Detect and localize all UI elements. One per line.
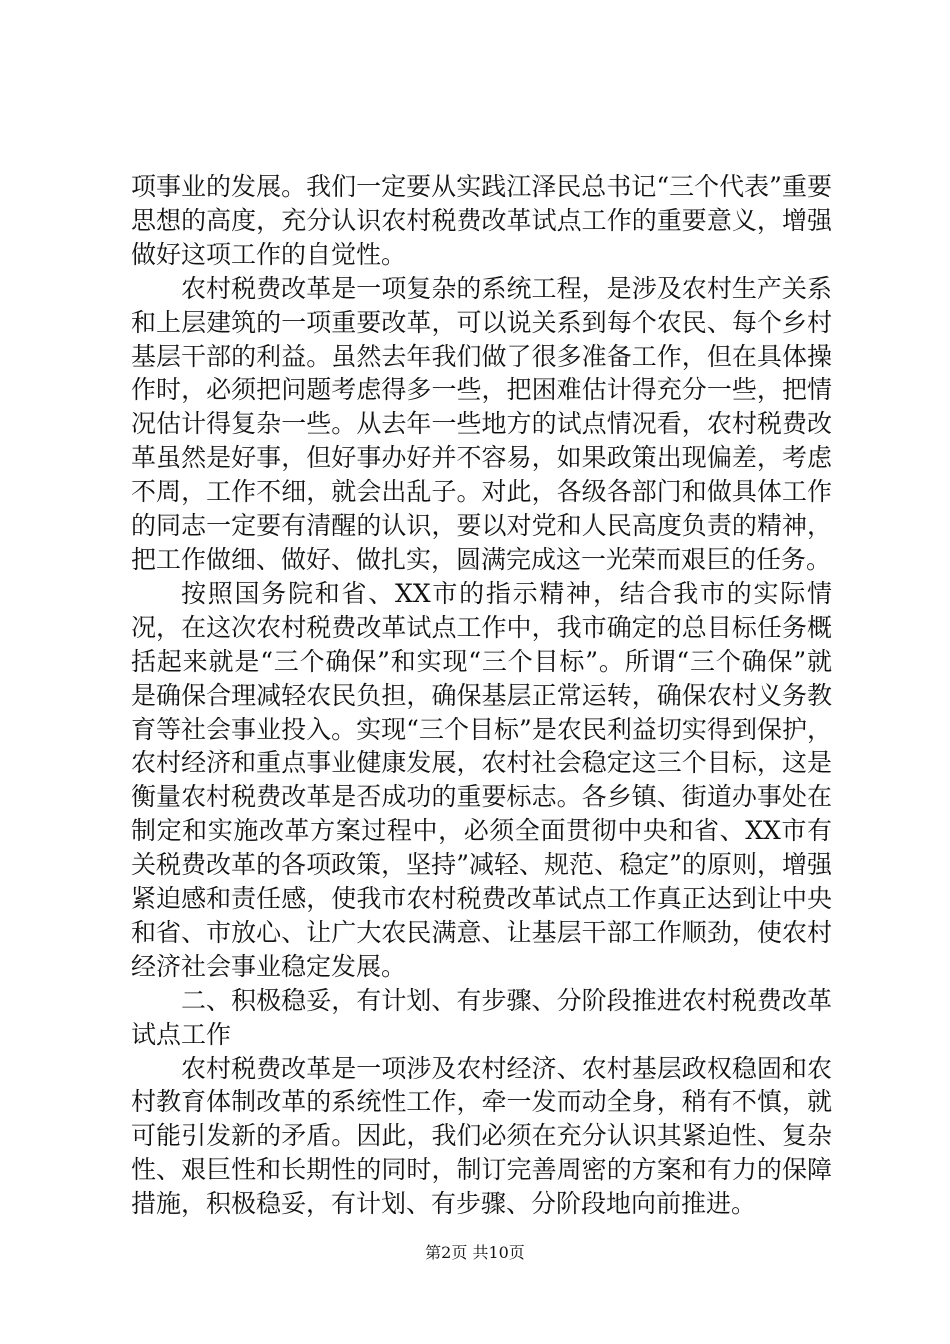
paragraph-continuation: 项事业的发展。我们一定要从实践江泽民总书记“三个代表”重要思想的高度，充分认识农村税费改革试点工作的重要意义，增强做好这项工作的自觉性。 xyxy=(131,172,832,269)
paragraph-systematic-work: 农村税费改革是一项涉及农村经济、农村基层政权稳固和农村教育体制改革的系统性工作，牵一发而动全身，稍有不慎，就可能引发新的矛盾。因此，我们必须在充分认识其紧迫性、复杂性、艰巨性和长期性的同时，制订完善周密的方案和有力的保障措施，积极稳妥，有计划、有步骤、分阶段地向前推进。 xyxy=(131,1053,832,1219)
section-heading-two: 二、积极稳妥，有计划、有步骤、分阶段推进农村税费改革试点工作 xyxy=(131,985,832,1049)
document-body xyxy=(131,170,832,1221)
paragraph-reform-complexity: 农村税费改革是一项复杂的系统工程，是涉及农村生产关系和上层建筑的一项重要改革，可以说关系到每个农民、每个乡村基层干部的利益。虽然去年我们做了很多准备工作，但在具体操作时，必须把问题考虑得多一些，把困难估计得充分一些，把情况估计得复杂一些。从去年一些地方的试点情况看，农村税费改革虽然是好事，但好事办好并不容易，如果政策出现偏差，考虑不周，工作不细，就会出乱子。对此，各级各部门和做具体工作的同志一定要有清醒的认识，要以对党和人民高度负责的精神，把工作做细、做好、做扎实，圆满完成这一光荣而艰巨的任务。 xyxy=(131,273,832,574)
page-number-footer: 第2页 共10页 xyxy=(425,1243,525,1262)
paragraph-goals: 按照国务院和省、XX市的指示精神，结合我市的实际情况，在这次农村税费改革试点工作中，我市确定的总目标任务概括起来就是“三个确保”和实现“三个目标”。所谓“三个确保”就是确保合理减轻农民负担，确保基层正常运转，确保农村义务教育等社会事业投入。实现“三个目标”是农民利益切实得到保护，农村经济和重点事业健康发展，农村社会稳定这三个目标，这是衡量农村税费改革是否成功的重要标志。各乡镇、街道办事处在制定和实施改革方案过程中，必须全面贯彻中央和省、XX市有关税费改革的各项政策，坚持”减轻、规范、稳定”的原则，增强紧迫感和责任感，使我市农村税费改革试点工作真正达到让中央和省、市放心、让广大农民满意、让基层干部工作顺劲，使农村经济社会事业稳定发展。 xyxy=(131,578,832,981)
